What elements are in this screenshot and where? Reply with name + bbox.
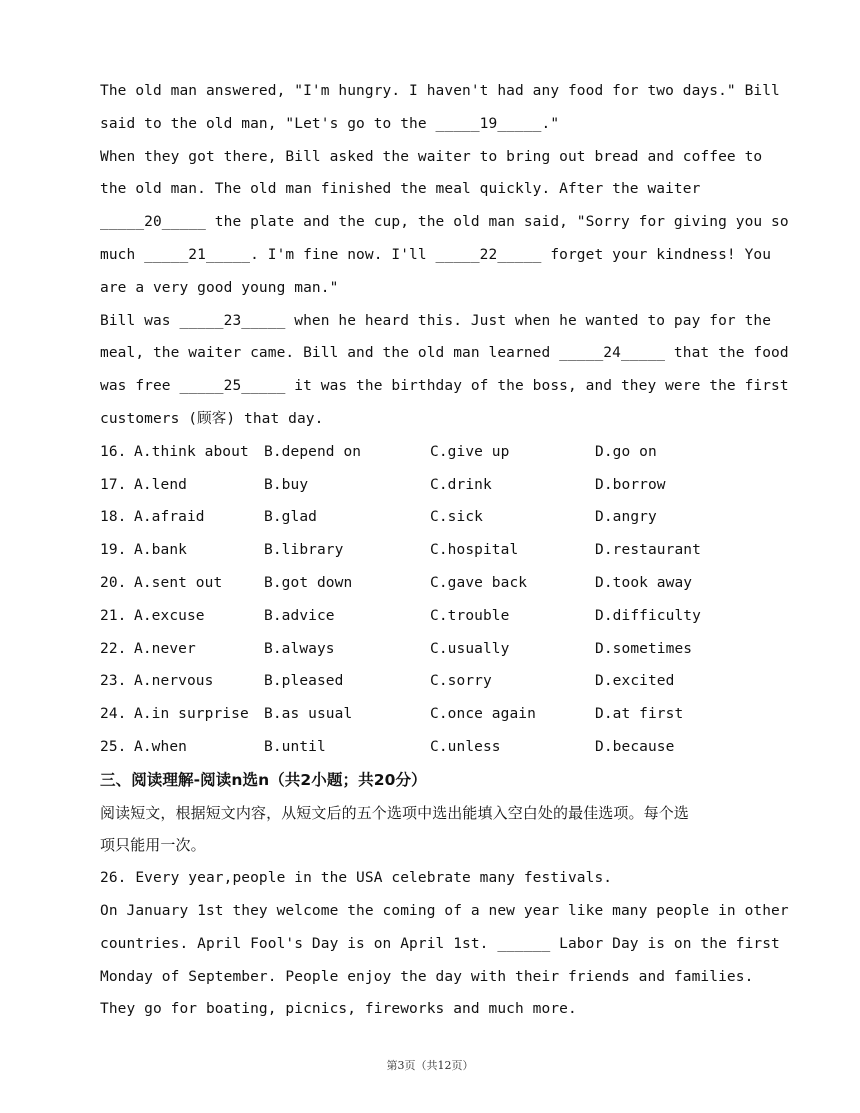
passage-line: meal, the waiter came. Bill and the old man learned _____24_____ that the food xyxy=(100,345,789,362)
option-a: A.nervous xyxy=(134,673,214,690)
option-a: A.in surprise xyxy=(134,706,249,723)
question-number: 19. xyxy=(100,542,127,559)
option-d: D.restaurant xyxy=(595,542,701,559)
option-a: A.when xyxy=(134,738,187,755)
option-a: A.lend xyxy=(134,476,187,493)
question-row xyxy=(100,600,765,633)
question-number: 21. xyxy=(100,607,127,624)
question-row xyxy=(100,665,765,698)
passage-line: was free _____25_____ it was the birthday of the boss, and they were the first xyxy=(100,378,789,395)
option-d: D.angry xyxy=(595,509,657,526)
passage-line: countries. April Fool's Day is on April 1st. ______ Labor Day is on the first xyxy=(100,935,780,952)
question-row xyxy=(100,501,765,534)
option-b: B.until xyxy=(264,738,326,755)
passage-line: are a very good young man." xyxy=(100,279,339,296)
question-row xyxy=(100,567,765,600)
question-number: 22. xyxy=(100,640,127,657)
option-c: C.usually xyxy=(430,640,510,657)
option-b: B.pleased xyxy=(264,673,344,690)
passage-line: When they got there, Bill asked the waiter to bring out bread and coffee to xyxy=(100,148,763,165)
option-d: D.sometimes xyxy=(595,640,693,657)
option-b: B.as usual xyxy=(264,706,353,723)
passage-line: The old man answered, "I'm hungry. I haven't had any food for two days." Bill xyxy=(100,83,780,99)
passage-line: On January 1st they welcome the coming of a new year like many people in other xyxy=(100,902,789,919)
option-c: C.give up xyxy=(430,443,510,460)
passage-line: said to the old man, "Let's go to the _____19_____." xyxy=(100,115,560,132)
option-a: A.never xyxy=(134,640,196,657)
option-c: C.unless xyxy=(430,738,501,755)
passage-line: much _____21_____. I'm fine now. I'll _____22_____ forget your kindness! You xyxy=(100,246,772,263)
question-row xyxy=(100,731,765,764)
question-row xyxy=(100,698,765,731)
option-a: A.bank xyxy=(134,542,187,559)
passage-line: Bill was _____23_____ when he heard this. Just when he wanted to pay for the xyxy=(100,312,772,329)
option-d: D.took away xyxy=(595,574,693,591)
question-row xyxy=(100,436,765,469)
instruction-line: 阅读短文，根据短文内容，从短文后的五个选项中选出能填入空白处的最佳选项。每个选 xyxy=(100,803,689,822)
instruction-line: 项只能用一次。 xyxy=(100,836,206,855)
option-c: C.sick xyxy=(430,509,483,526)
option-b: B.buy xyxy=(264,476,309,493)
option-b: B.always xyxy=(264,640,335,657)
option-c: C.sorry xyxy=(430,673,492,690)
question-row xyxy=(100,534,765,567)
option-d: D.go on xyxy=(595,443,657,460)
question-row xyxy=(100,633,765,666)
question-number: 18. xyxy=(100,509,127,526)
option-a: A.excuse xyxy=(134,607,205,624)
option-d: D.borrow xyxy=(595,476,666,493)
reading-passage xyxy=(100,862,789,1026)
page-content xyxy=(100,75,789,1026)
option-c: C.drink xyxy=(430,476,492,493)
option-a: A.afraid xyxy=(134,509,205,526)
option-d: D.excited xyxy=(595,673,675,690)
question-number: 16. xyxy=(100,443,127,460)
option-c: C.hospital xyxy=(430,542,519,559)
question-number: 20. xyxy=(100,574,127,591)
cloze-passage xyxy=(100,75,789,436)
option-d: D.at first xyxy=(595,706,684,723)
option-c: C.gave back xyxy=(430,574,528,591)
question-number: 17. xyxy=(100,476,127,493)
section-instruction xyxy=(100,797,765,863)
question-number: 25. xyxy=(100,738,127,755)
passage-line: Monday of September. People enjoy the day with their friends and families. xyxy=(100,968,754,985)
option-b: B.got down xyxy=(264,574,353,591)
option-d: D.difficulty xyxy=(595,607,701,624)
page-number-footer: 第3页（共12页） xyxy=(386,1059,474,1072)
option-a: A.sent out xyxy=(134,574,223,591)
passage-line: customers (顾客) that day. xyxy=(100,410,324,427)
option-c: C.trouble xyxy=(430,607,510,624)
option-d: D.because xyxy=(595,738,675,755)
passage-line: _____20_____ the plate and the cup, the old man said, "Sorry for giving you so xyxy=(100,214,789,231)
question-number: 23. xyxy=(100,673,127,690)
section-heading: 三、阅读理解-阅读n选n（共2小题；共20分） xyxy=(100,770,427,789)
option-b: B.library xyxy=(264,542,344,559)
option-b: B.glad xyxy=(264,509,317,526)
passage-line: the old man. The old man finished the meal quickly. After the waiter xyxy=(100,181,701,198)
option-a: A.think about xyxy=(134,443,249,460)
passage-line: 26. Every year,people in the USA celebrate many festivals. xyxy=(100,870,613,887)
question-options-list xyxy=(100,436,765,764)
option-b: B.advice xyxy=(264,607,335,624)
passage-line: They go for boating, picnics, fireworks and much more. xyxy=(100,1001,577,1018)
option-b: B.depend on xyxy=(264,443,362,460)
question-number: 24. xyxy=(100,706,127,723)
option-c: C.once again xyxy=(430,706,536,723)
question-row xyxy=(100,469,765,502)
